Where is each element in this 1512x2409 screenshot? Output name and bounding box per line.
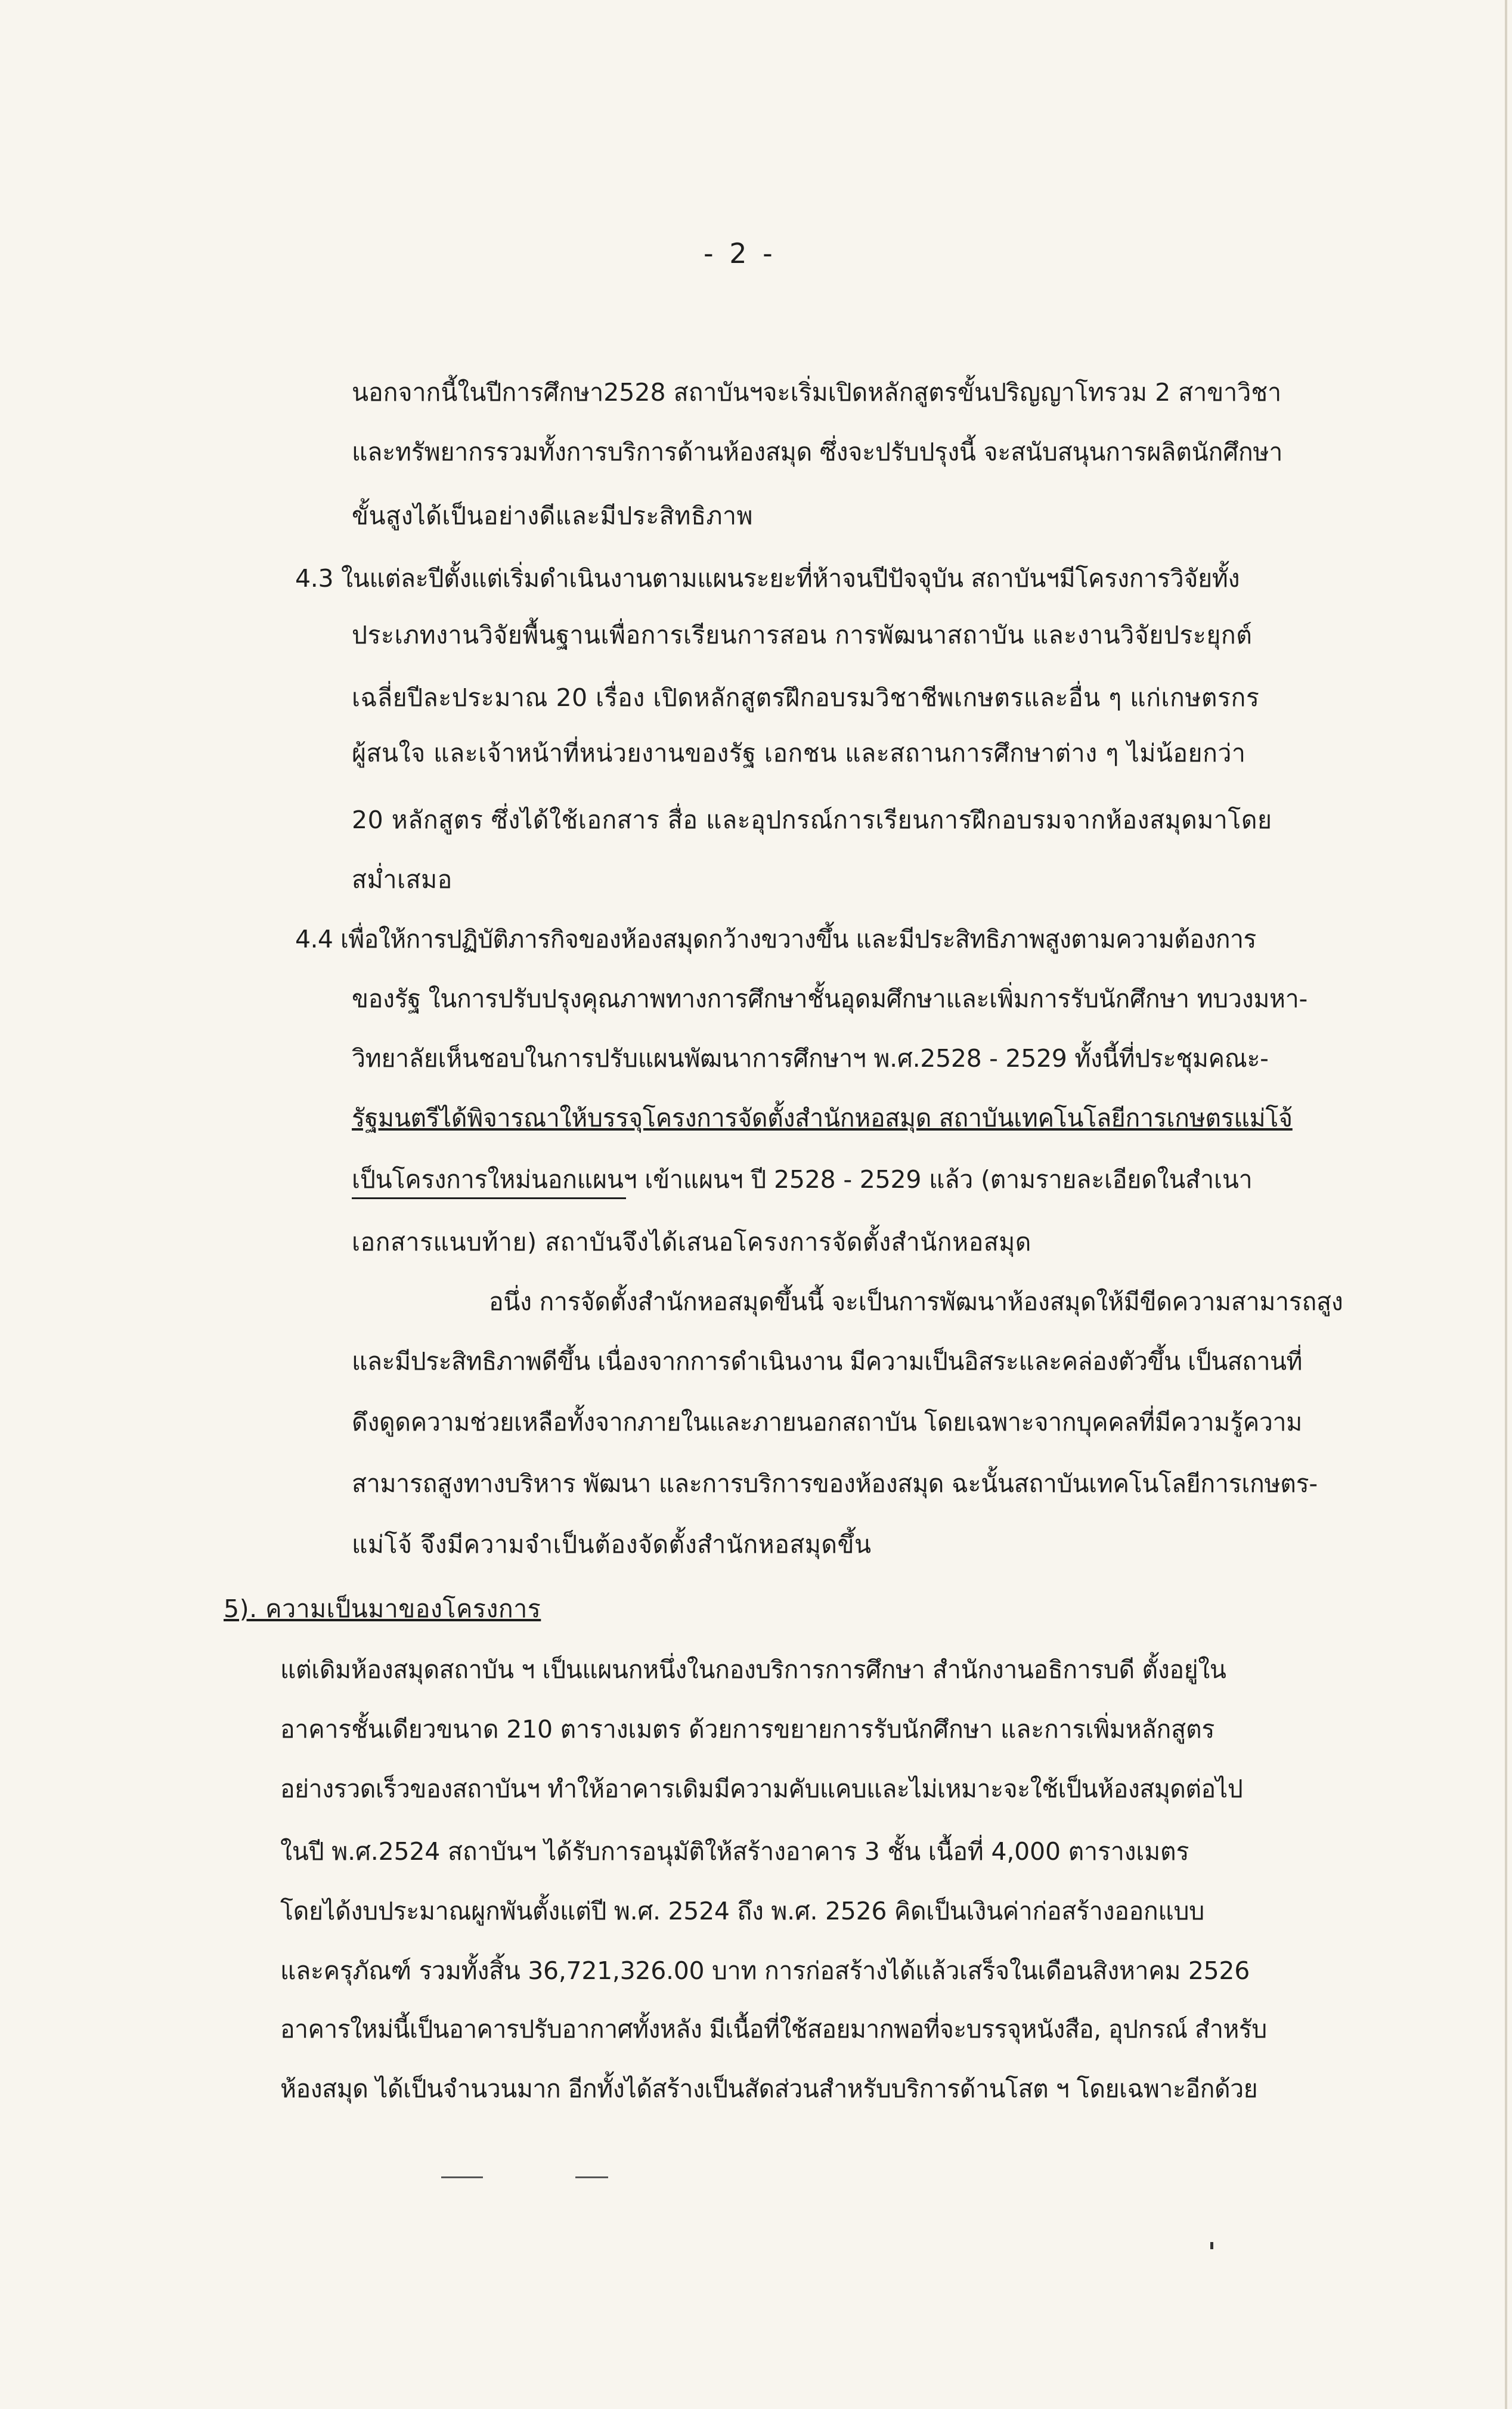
text-line: วิทยาลัยเห็นชอบในการปรับแผนพัฒนาการศึกษาฯ พ.ศ.2528 - 2529 ทั้งนี้ที่ประชุมคณะ- bbox=[352, 1044, 1269, 1073]
text-line: 4.4 เพื่อให้การปฏิบัติภารกิจของห้องสมุดกว้างขวางขึ้น และมีประสิทธิภาพสูงตามความต้องการ bbox=[295, 925, 1256, 953]
text-line: แม่โจ้ จึงมีความจำเป็นต้องจัดตั้งสำนักหอสมุดขึ้น bbox=[352, 1530, 872, 1559]
text-line: ดึงดูดความช่วยเหลือทั้งจากภายในและภายนอกสถาบัน โดยเฉพาะจากบุคคลที่มีความรู้ความ bbox=[352, 1408, 1302, 1436]
text-line: เอกสารแนบท้าย) สถาบันจึงได้เสนอโครงการจัดตั้งสำนักหอสมุด bbox=[352, 1228, 1031, 1256]
text-line: และมีประสิทธิภาพดีขึ้น เนื่องจากการดำเนินงาน มีความเป็นอิสระและคล่องตัวขึ้น เป็นสถานที่ bbox=[352, 1347, 1303, 1376]
text-line: และครุภัณฑ์ รวมทั้งสิ้น 36,721,326.00 บาท การก่อสร้างได้แล้วเสร็จในเดือนสิงหาคม 2526 bbox=[280, 1956, 1250, 1985]
section-heading: 5). ความเป็นมาของโครงการ bbox=[224, 1594, 541, 1623]
stray-mark bbox=[575, 2176, 608, 2178]
stray-mark bbox=[441, 2176, 483, 2178]
text-line: และทรัพยากรรวมทั้งการบริการด้านห้องสมุด ซึ่งจะปรับปรุงนี้ จะสนับสนุนการผลิตนักศึกษา bbox=[352, 438, 1283, 466]
underline-mark bbox=[352, 1197, 626, 1199]
text-line: ในปี พ.ศ.2524 สถาบันฯ ได้รับการอนุมัติให้สร้างอาคาร 3 ชั้น เนื้อที่ 4,000 ตารางเมตร bbox=[280, 1837, 1189, 1866]
text-line: 4.3 ในแต่ละปีตั้งแต่เริ่มดำเนินงานตามแผนระยะที่ห้าจนปีปัจจุบัน สถาบันฯมีโครงการวิจัยทั้ง bbox=[295, 564, 1240, 593]
text-line: แต่เดิมห้องสมุดสถาบัน ฯ เป็นแผนกหนึ่งในกองบริการการศึกษา สำนักงานอธิการบดี ตั้งอยู่ใน bbox=[280, 1655, 1226, 1684]
text-line: ของรัฐ ในการปรับปรุงคุณภาพทางการศึกษาชั้นอุดมศึกษาและเพิ่มการรับนักศึกษา ทบวงมหา- bbox=[352, 984, 1308, 1013]
text-line: สามารถสูงทางบริหาร พัฒนา และการบริการของห้องสมุด ฉะนั้นสถาบันเทคโนโลยีการเกษตร- bbox=[352, 1469, 1318, 1498]
text-line: ผู้สนใจ และเจ้าหน้าที่หน่วยงานของรัฐ เอกชน และสถานการศึกษาต่าง ๆ ไม่น้อยกว่า bbox=[352, 739, 1246, 767]
text-line: อนึ่ง การจัดตั้งสำนักหอสมุดขึ้นนี้ จะเป็นการพัฒนาห้องสมุดให้มีขีดความสามารถสูง bbox=[489, 1287, 1343, 1316]
text-line: อาคารชั้นเดียวขนาด 210 ตารางเมตร ด้วยการขยายการรับนักศึกษา และการเพิ่มหลักสูตร bbox=[280, 1715, 1215, 1744]
text-line: ขั้นสูงได้เป็นอย่างดีและมีประสิทธิภาพ bbox=[352, 501, 754, 530]
text-line: โดยได้งบประมาณผูกพันตั้งแต่ปี พ.ศ. 2524 ถึง พ.ศ. 2526 คิดเป็นเงินค่าก่อสร้างออกแบบ bbox=[280, 1897, 1205, 1925]
stray-mark bbox=[1210, 2242, 1213, 2249]
page-number: - 2 - bbox=[704, 237, 776, 270]
text-line: 20 หลักสูตร ซึ่งได้ใช้เอกสาร สื่อ และอุปกรณ์การเรียนการฝึกอบรมจากห้องสมุดมาโดย bbox=[352, 806, 1272, 834]
text-line: สม่ำเสมอ bbox=[352, 865, 453, 894]
page-edge bbox=[1505, 0, 1507, 2409]
text-line-underlined-part: เป็นโครงการใหม่นอกแผนฯ เข้าแผนฯ ปี 2528 - 2529 แล้ว (ตามรายละเอียดในสำเนา bbox=[352, 1165, 1253, 1194]
text-line: อย่างรวดเร็วของสถาบันฯ ทำให้อาคารเดิมมีความคับแคบและไม่เหมาะจะใช้เป็นห้องสมุดต่อไป bbox=[280, 1775, 1243, 1803]
text-line-underlined: รัฐมนตรีได้พิจารณาให้บรรจุโครงการจัดตั้งสำนักหอสมุด สถาบันเทคโนโลยีการเกษตรแม่โจ้ bbox=[352, 1104, 1293, 1132]
text-line: อาคารใหม่นี้เป็นอาคารปรับอากาศทั้งหลัง มีเนื้อที่ใช้สอยมากพอที่จะบรรจุหนังสือ, อุปกรณ์ สำหรับ bbox=[280, 2015, 1267, 2043]
text-line: ประเภทงานวิจัยพื้นฐานเพื่อการเรียนการสอน การพัฒนาสถาบัน และงานวิจัยประยุกต์ bbox=[352, 621, 1253, 649]
text-line: เฉลี่ยปีละประมาณ 20 เรื่อง เปิดหลักสูตรฝึกอบรมวิชาชีพเกษตรและอื่น ๆ แก่เกษตรกร bbox=[352, 683, 1260, 712]
text-line: ห้องสมุด ได้เป็นจำนวนมาก อีกทั้งได้สร้างเป็นสัดส่วนสำหรับบริการด้านโสต ฯ โดยเฉพาะอีกด้วย bbox=[280, 2074, 1258, 2103]
text-line: นอกจากนี้ในปีการศึกษา2528 สถาบันฯจะเริ่มเปิดหลักสูตรขั้นปริญญาโทรวม 2 สาขาวิชา bbox=[352, 378, 1282, 407]
